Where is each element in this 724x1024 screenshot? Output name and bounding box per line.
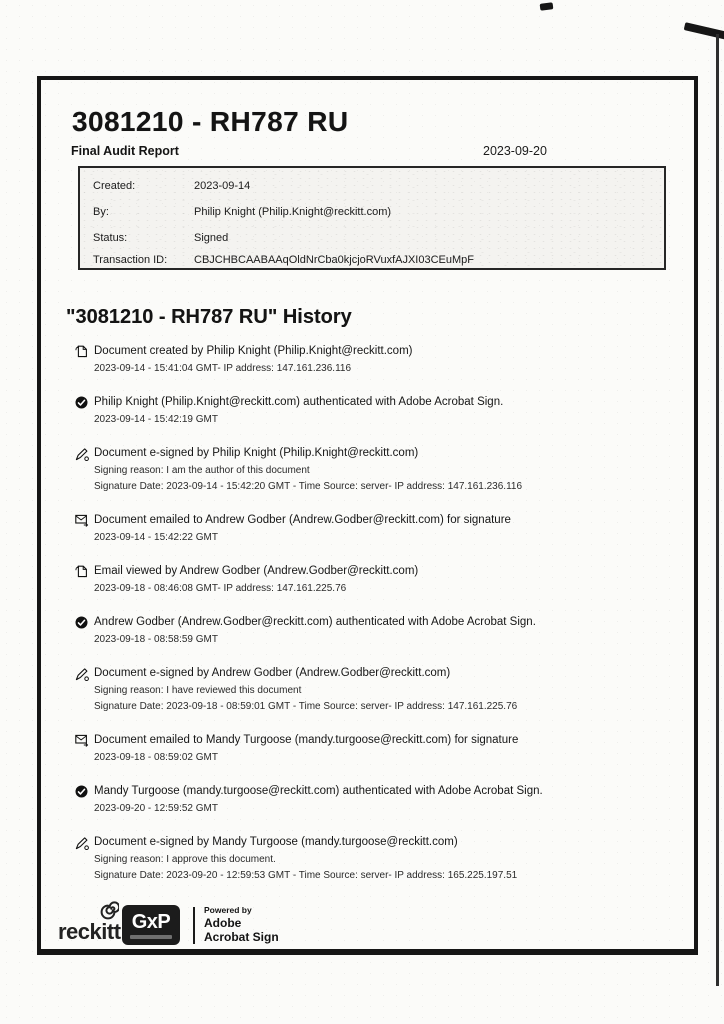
event-title: Document e-signed by Mandy Turgoose (mandy.turgoose@reckitt.com): [94, 836, 458, 848]
history-event: [75, 562, 675, 597]
event-title: Mandy Turgoose (mandy.turgoose@reckitt.com) authenticated with Adobe Acrobat Sign.: [94, 785, 543, 797]
row-value: Philip Knight (Philip.Knight@reckitt.com): [194, 206, 392, 218]
event-signing-reason: Signing reason: I am the author of this document: [94, 465, 310, 476]
authenticated-check-icon: [75, 782, 89, 817]
event-title: Document emailed to Mandy Turgoose (mandy.turgoose@reckitt.com) for signature: [94, 734, 519, 746]
gxp-badge-subtext-bar: [130, 935, 172, 939]
event-title: Andrew Godber (Andrew.Godber@reckitt.com) authenticated with Adobe Acrobat Sign.: [94, 616, 536, 628]
event-detail: 2023-09-18 - 08:46:08 GMT- IP address: 147.161.225.76: [94, 583, 347, 594]
reckitt-logo: reckitt: [58, 919, 121, 944]
report-date: 2023-09-20: [483, 144, 547, 158]
powered-by-block: [204, 905, 279, 944]
acrobat-sign-label: Acrobat Sign: [204, 930, 279, 944]
footer-divider: [193, 907, 195, 944]
gxp-badge-label: GxP: [131, 910, 171, 933]
history-event-text: [94, 511, 675, 546]
row-label: Status:: [93, 232, 128, 244]
history-event-text: [94, 782, 675, 817]
history-event-text: [94, 833, 675, 884]
gxp-badge: [122, 905, 180, 945]
history-event-text: [94, 444, 675, 495]
event-title: Document e-signed by Philip Knight (Philip.Knight@reckitt.com): [94, 447, 419, 459]
authenticated-check-icon: [75, 393, 89, 428]
event-detail: 2023-09-20 - 12:59:52 GMT: [94, 803, 218, 814]
page-title: 3081210 - RH787 RU: [72, 106, 349, 137]
history-event: [75, 511, 675, 546]
scan-edge-line: [716, 34, 719, 986]
history-section-heading: "3081210 - RH787 RU" History: [66, 306, 352, 328]
email-sent-icon: [75, 511, 89, 546]
row-label: By:: [93, 206, 109, 218]
subtitle-row: [71, 144, 661, 158]
history-event-text: [94, 342, 675, 377]
event-title: Email viewed by Andrew Godber (Andrew.Godber@reckitt.com): [94, 565, 419, 577]
event-detail: 2023-09-14 - 15:42:19 GMT: [94, 414, 218, 425]
esign-pen-icon: [75, 664, 89, 715]
event-detail: 2023-09-18 - 08:58:59 GMT: [94, 634, 218, 645]
powered-by-label: Powered by: [204, 905, 252, 915]
history-event: [75, 782, 675, 817]
history-event-text: [94, 731, 675, 766]
event-title: Philip Knight (Philip.Knight@reckitt.com) authenticated with Adobe Acrobat Sign.: [94, 396, 504, 408]
event-signature-date: Signature Date: 2023-09-14 - 15:42:20 GMT - Time Source: server- IP address: 147.161.236.116: [94, 481, 523, 492]
event-signature-date: Signature Date: 2023-09-18 - 08:59:01 GMT - Time Source: server- IP address: 147.161.225.76: [94, 701, 518, 712]
history-event: [75, 393, 675, 428]
document-created-icon: [75, 342, 89, 377]
email-sent-icon: [75, 731, 89, 766]
history-event: [75, 342, 675, 377]
history-event-text: [94, 393, 675, 428]
esign-pen-icon: [75, 444, 89, 495]
history-event-text: [94, 613, 675, 648]
row-label: Created:: [93, 180, 136, 192]
row-value: Signed: [194, 232, 229, 244]
event-title: Document emailed to Andrew Godber (Andrew.Godber@reckitt.com) for signature: [94, 514, 511, 526]
report-subtitle: Final Audit Report: [71, 144, 179, 158]
history-event-list: [75, 342, 675, 900]
history-event: [75, 664, 675, 715]
history-event: [75, 444, 675, 495]
scan-artifact-mark: [540, 2, 554, 11]
row-value: 2023-09-14: [194, 180, 251, 192]
audit-summary-table: [78, 166, 666, 270]
photocopy-border-frame: [37, 76, 698, 955]
event-detail: 2023-09-14 - 15:41:04 GMT- IP address: 147.161.236.116: [94, 363, 352, 374]
event-signing-reason: Signing reason: I approve this document.: [94, 854, 276, 865]
history-event-text: [94, 664, 675, 715]
event-title: Document created by Philip Knight (Philip.Knight@reckitt.com): [94, 345, 413, 357]
history-event: [75, 613, 675, 648]
event-signing-reason: Signing reason: I have reviewed this document: [94, 685, 302, 696]
history-event: [75, 731, 675, 766]
authenticated-check-icon: [75, 613, 89, 648]
event-detail: 2023-09-18 - 08:59:02 GMT: [94, 752, 218, 763]
event-signature-date: Signature Date: 2023-09-20 - 12:59:53 GMT - Time Source: server- IP address: 165.225.197.51: [94, 870, 518, 881]
footer-logo-bar: [41, 900, 681, 948]
history-event: [75, 833, 675, 884]
history-event-text: [94, 562, 675, 597]
adobe-label: Adobe: [204, 916, 242, 930]
row-value: CBJCHBCAABAAqOldNrCba0kjcjoRVuxfAJXI03CEuMpF: [194, 254, 474, 266]
email-viewed-icon: [75, 562, 89, 597]
esign-pen-icon: [75, 833, 89, 884]
event-detail: 2023-09-14 - 15:42:22 GMT: [94, 532, 218, 543]
row-label: Transaction ID:: [93, 254, 168, 266]
event-title: Document e-signed by Andrew Godber (Andrew.Godber@reckitt.com): [94, 667, 451, 679]
